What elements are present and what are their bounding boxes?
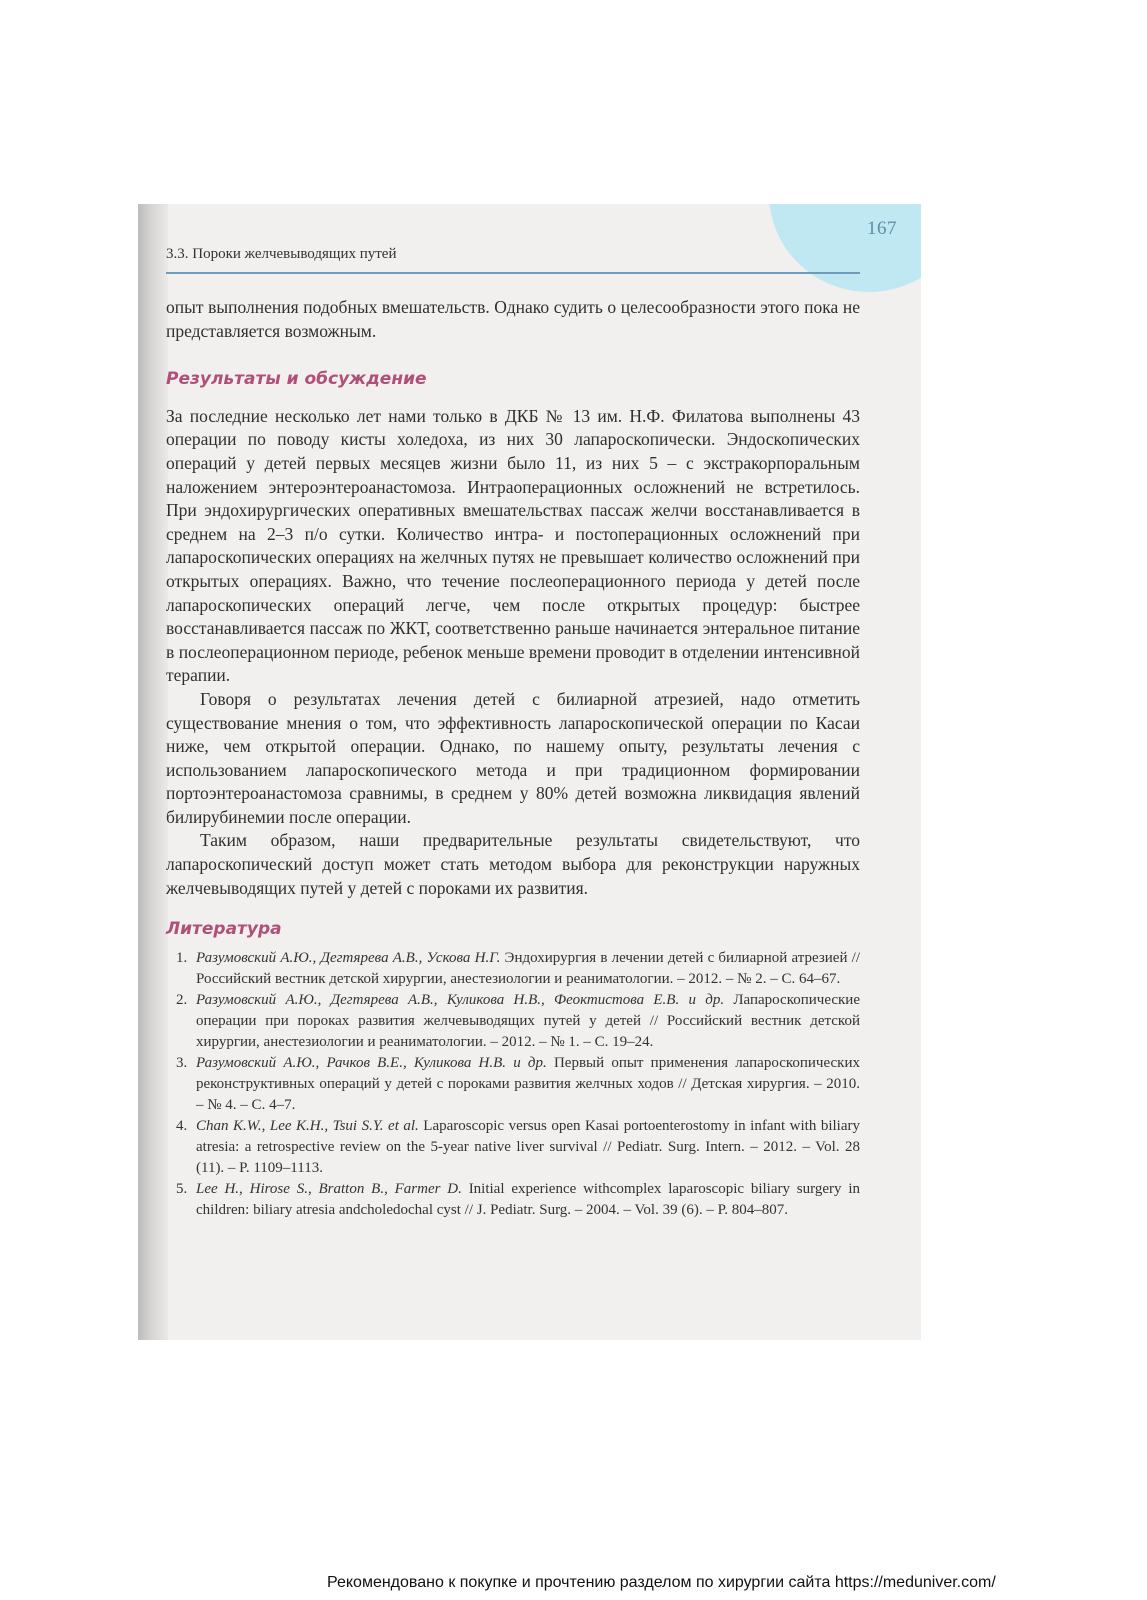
reference-number: 2.	[176, 991, 188, 1008]
reference-number: 3.	[176, 1054, 188, 1071]
reference-authors: Разумовский А.Ю., Дегтярева А.В., Куликова Н.В., Феоктистова Е.В. и др.	[196, 991, 725, 1008]
scanned-page	[138, 204, 921, 1340]
reference-text: Эндохирургия в лечении детей с билиарной атрезией // Российский вестник детской хирургии, анестезиологии и реаниматологии. – 2012. – № 2. – С. 64–67.	[196, 949, 860, 987]
results-paragraph-2: Говоря о результатах лечения детей с билиарной атрезией, надо отметить существование мнения о том, что эффективность лапароскопической операции по Касаи ниже, чем открытой операции. Однако, по нашему опыту, результаты лечения с использованием лапароскопического метода и при традиционном формировании портоэнтероанастомоза сравнимы, в среднем у 80% детей возможна ликвидация явлений билирубинемии после операции.	[166, 688, 860, 827]
reference-number: 5.	[176, 1180, 188, 1197]
page-number: 167	[867, 218, 897, 239]
reference-item	[166, 1179, 860, 1221]
reference-text: Первый опыт применения лапароскопических реконструктивных операций у детей с пороками развития желчных ходов // Детская хирургия. – 2010. – № 4. – С. 4–7.	[196, 1054, 860, 1113]
header-rule	[166, 272, 860, 274]
reference-authors: Chan K.W., Lee K.H., Tsui S.Y. et al.	[196, 1117, 419, 1134]
reference-list	[166, 948, 860, 1221]
footer-recommendation: Рекомендовано к покупке и прочтению разделом по хирургии сайта https://meduniver.com/	[327, 1574, 996, 1591]
literature-heading: Литература	[166, 919, 282, 940]
reference-item	[166, 990, 860, 1053]
intro-paragraph: опыт выполнения подобных вмешательств. Однако судить о целесообразности этого пока не представляется возможным.	[166, 297, 860, 341]
results-paragraph-1: За последние несколько лет нами только в ДКБ № 13 им. Н.Ф. Филатова выполнены 43 операции по поводу кисты холедоха, из них 30 лапароскопически. Эндоскопических операций у детей первых месяцев жизни было 11, из них 5 – с экстракорпоральным наложением энтероэнтероанастомоза. Интраоперационных осложнений не встретилось. При эндохирургических оперативных вмешательствах пассаж желчи восстанавливается в среднем на 2–3 п/о сутки. Количество интра- и постоперационных осложнений при лапароскопических операциях на желчных путях не превышает количество осложнений при открытых операциях. Важно, что течение послеоперационного периода у детей после лапароскопических операций легче, чем после открытых процедур: быстрее восстанавливается пассаж по ЖКТ, соответственно раньше начинается энтеральное питание в послеоперационном периоде, ребенок меньше времени проводит в отделении интенсивной терапии.	[166, 405, 860, 686]
book-spine-shadow	[138, 204, 168, 1340]
reference-item	[166, 1116, 860, 1179]
reference-item	[166, 1053, 860, 1116]
page-body	[166, 296, 860, 1221]
reference-authors: Разумовский А.Ю., Дегтярева А.В., Ускова Н.Г.	[196, 949, 501, 966]
results-heading: Результаты и обсуждение	[166, 369, 427, 390]
reference-authors: Разумовский А.Ю., Рачков В.Е., Куликова Н.В. и др.	[196, 1054, 547, 1071]
reference-number: 1.	[176, 949, 188, 966]
reference-authors: Lee H., Hirose S., Bratton B., Farmer D.	[196, 1180, 462, 1197]
reference-text: Лапароскопические операции при пороках развития желчевыводящих путей у детей // Российский вестник детской хирургии, анестезиологии и реаниматологии. – 2012. – № 1. – С. 19–24.	[196, 991, 860, 1050]
reference-number: 4.	[176, 1117, 188, 1134]
reference-text: Initial experience withcomplex laparoscopic biliary surgery in children: biliary atresia andcholedochal cyst // J. Pediatr. Surg. – 2004. – Vol. 39 (6). – P. 804–807.	[196, 1180, 860, 1218]
reference-item	[166, 948, 860, 990]
results-paragraph-3: Таким образом, наши предварительные результаты свидетельствуют, что лапароскопический доступ может стать методом выбора для реконструкции наружных желчевыводящих путей у детей с пороками их развития.	[166, 830, 860, 898]
reference-text: Laparoscopic versus open Kasai portoenterostomy in infant with biliary atresia: a retrospective review on the 5-year native liver survival // Pediatr. Surg. Intern. – 2012. – Vol. 28 (11). – P. 1109–1113.	[196, 1117, 860, 1176]
running-head: 3.3. Пороки желчевыводящих путей	[166, 246, 397, 262]
